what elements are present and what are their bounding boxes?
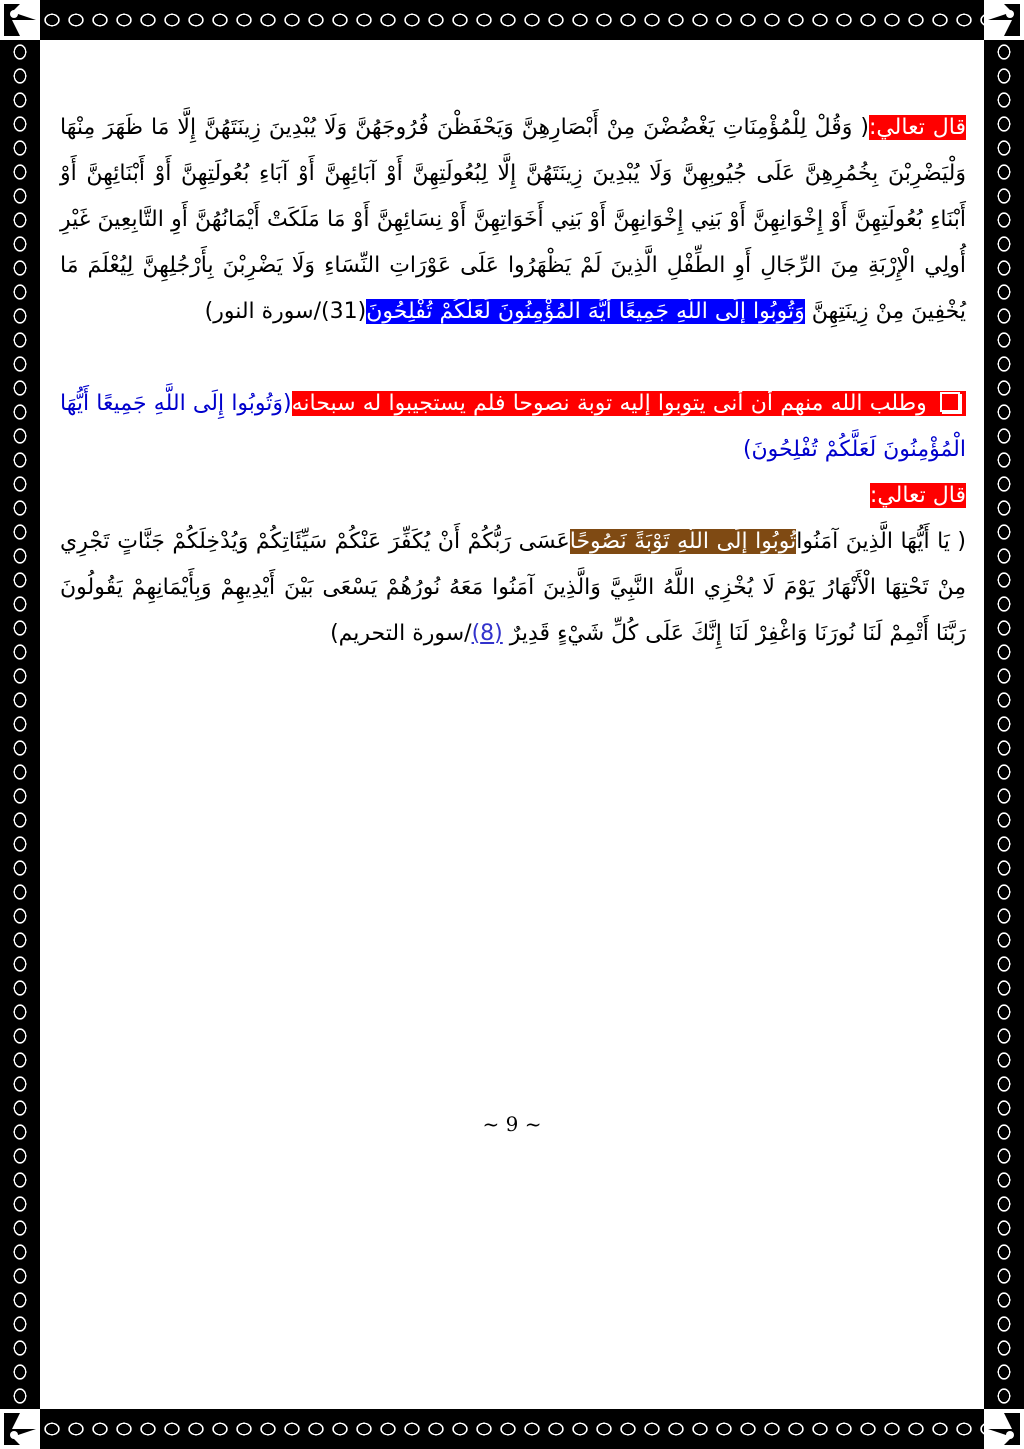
page-number: ~ 9 ~ bbox=[482, 1112, 542, 1136]
paragraph-quote-nur bbox=[60, 105, 966, 335]
surah-reference: /سورة التحريم) bbox=[330, 621, 472, 646]
corner-ornament-icon bbox=[0, 1409, 40, 1449]
verse-highlight: تُوبُوا إِلَى اللَّهِ تَوْبَةً نَصُوحًا bbox=[569, 529, 797, 554]
border-right bbox=[984, 40, 1024, 1409]
corner-ornament-icon bbox=[0, 0, 40, 40]
verse-highlight: وَتُوبُوا إِلَى اللَّهِ جَمِيعًا أَيُّهَ الْمُؤْمِنُونَ لَعَلَّكُمْ تُفْلِحُونَ bbox=[366, 299, 805, 324]
paragraph-quote-tahrim bbox=[60, 473, 966, 657]
paragraph-call-repentance bbox=[60, 381, 966, 473]
ayah-number-link[interactable]: (8) bbox=[471, 621, 503, 646]
border-left bbox=[0, 40, 40, 1409]
checkbox-icon bbox=[940, 392, 960, 412]
corner-ornament-icon bbox=[984, 0, 1024, 40]
border-top bbox=[40, 0, 984, 40]
page-content bbox=[60, 105, 966, 657]
corner-ornament-icon bbox=[984, 1409, 1024, 1449]
ayah-number: (31) bbox=[321, 299, 367, 324]
verse-text-continued: عَسَى رَبُّكُمْ أَنْ يُكَفِّرَ عَنْكُمْ سَيِّئَاتِكُمْ وَيُدْخِلَكُمْ جَنَّاتٍ تَجْرِي مِنْ تَحْتِهَا الْأَنْهَارُ يَوْمَ لَا يُخْزِي اللَّهُ النَّبِيَّ وَالَّذِينَ آمَنُوا مَعَهُ نُورُهُمْ يَسْعَى بَيْنَ أَيْدِيهِمْ وَبِأَيْمَانِهِمْ يَقُولُونَ رَبَّنَا أَتْمِمْ لَنَا نُورَنَا وَاغْفِرْ لَنَا إِنَّكَ عَلَى كُلِّ شَيْءٍ قَدِيرٌ bbox=[60, 529, 966, 646]
verse-text: ( يَا أَيُّهَا الَّذِينَ آمَنُوا bbox=[796, 529, 966, 554]
verse-text: ( وَقُلْ لِلْمُؤْمِنَاتِ يَغْضُضْنَ مِنْ أَبْصَارِهِنَّ وَيَحْفَظْنَ فُرُوجَهُنَّ وَلَا يُبْدِينَ زِينَتَهُنَّ إِلَّا مَا ظَهَرَ مِنْهَا وَلْيَضْرِبْنَ بِخُمُرِهِنَّ عَلَى جُيُوبِهِنَّ وَلَا يُبْدِينَ زِينَتَهُنَّ إِلَّا لِبُعُولَتِهِنَّ أَوْ آبَائِهِنَّ أَوْ آبَاءِ بُعُولَتِهِنَّ أَوْ أَبْنَائِهِنَّ أَوْ أَبْنَاءِ بُعُولَتِهِنَّ أَوْ إِخْوَانِهِنَّ أَوْ بَنِي إِخْوَانِهِنَّ أَوْ بَنِي أَخَوَاتِهِنَّ أَوْ نِسَائِهِنَّ أَوْ مَا مَلَكَتْ أَيْمَانُهُنَّ أَوِ التَّابِعِينَ غَيْرِ أُولِي الْإِرْبَةِ مِنَ الرِّجَالِ أَوِ الطِّفْلِ الَّذِينَ لَمْ يَظْهَرُوا عَلَى عَوْرَاتِ النِّسَاءِ وَلَا يَضْرِبْنَ بِأَرْجُلِهِنَّ لِيُعْلَمَ مَا يُخْفِينَ مِنْ زِينَتِهِنَّ bbox=[60, 115, 966, 324]
highlight-statement bbox=[292, 391, 966, 416]
intro-label: قال تعالي: bbox=[869, 483, 966, 508]
spacer bbox=[60, 335, 966, 381]
statement-text: وطلب الله منهم أن أنى يتوبوا إليه توبة نصوحا فلم يستجيبوا له سبحانه bbox=[291, 391, 927, 416]
surah-reference: /سورة النور) bbox=[204, 299, 322, 324]
verse-text: (وَتُوبُوا إِلَى اللَّهِ جَمِيعًا أَيُّهَا الْمُؤْمِنُونَ لَعَلَّكُمْ تُفْلِحُونَ) bbox=[60, 391, 966, 462]
intro-label: قال تعالي: bbox=[868, 115, 966, 140]
border-bottom bbox=[40, 1409, 984, 1449]
